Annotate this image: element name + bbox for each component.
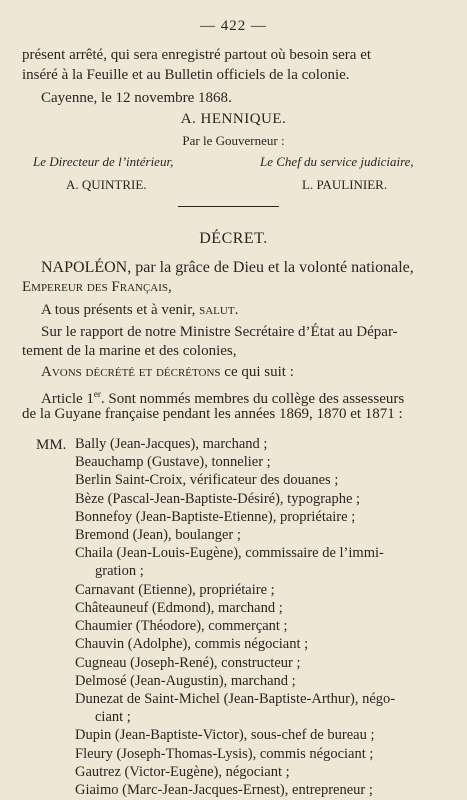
a-tous-line [41, 301, 238, 319]
napoleon-rest: , par la grâce de Dieu et la volonté nationale, [127, 259, 414, 276]
list-item: Châteauneuf (Edmond), marchand ; [75, 600, 283, 616]
article-label: Article 1 [41, 391, 94, 407]
list-item: Dunezat de Saint-Michel (Jean-Baptiste-Arthur), négo- [75, 691, 396, 707]
left-signature-name: A. QUINTRIE. [66, 177, 147, 192]
list-item-continuation: ciant ; [95, 709, 131, 725]
list-item: Fleury (Joseph-Thomas-Lysis), commis négociant ; [75, 746, 374, 762]
members-prefix: MM. [36, 437, 67, 453]
rapport-line-1: Sur le rapport de notre Ministre Secrétaire d’État au Dépar- [41, 324, 398, 340]
napoleon-line [41, 259, 414, 277]
napoleon-name: NAPOLÉON [41, 259, 128, 276]
avons-decrete: Avons décrété et décrétons [41, 364, 221, 380]
decret-heading: DÉCRET. [199, 230, 268, 247]
list-item: Beauchamp (Gustave), tonnelier ; [75, 454, 271, 470]
salut-text: salut. [199, 302, 239, 318]
par-le-gouverneur: Par le Gouverneur : [182, 133, 285, 148]
avons-line [41, 363, 294, 381]
right-signature-title: Le Chef du service judiciaire, [260, 154, 414, 169]
list-item: Cugneau (Joseph-René), constructeur ; [75, 655, 301, 671]
rapport-line-2: tement de la marine et des colonies, [22, 343, 237, 359]
right-signature-name: L. PAULINIER. [302, 177, 388, 192]
list-item: Delmosé (Jean-Augustin), marchand ; [75, 673, 296, 689]
list-item: Bally (Jean-Jacques), marchand ; [75, 436, 268, 452]
avons-rest: ce qui suit : [220, 364, 294, 380]
list-item: Bèze (Pascal-Jean-Baptiste-Désiré), typographe ; [75, 491, 361, 507]
signatory-name: A. HENNIQUE. [180, 111, 287, 127]
list-item: Carnavant (Etienne), propriétaire ; [75, 582, 275, 598]
place-date: Cayenne, le 12 novembre 1868. [41, 90, 232, 106]
a-tous-text: A tous présents et à venir, [41, 302, 200, 318]
section-divider [178, 206, 279, 207]
list-item: Giaimo (Marc-Jean-Jacques-Ernest), entrepreneur ; [75, 782, 373, 798]
list-item: Berlin Saint-Croix, vérificateur des douanes ; [75, 472, 339, 488]
list-item: Chaila (Jean-Louis-Eugène), commissaire de l’immi- [75, 545, 384, 561]
list-item: Dupin (Jean-Baptiste-Victor), sous-chef de bureau ; [75, 727, 375, 743]
article-line-2: de la Guyane française pendant les années 1869, 1870 et 1871 : [22, 406, 403, 422]
arrete-line-1: présent arrêté, qui sera enregistré partout où besoin sera et [22, 47, 372, 63]
list-item-continuation: gration ; [95, 563, 144, 579]
page-number: — 422 — [200, 18, 267, 34]
empereur-title: Empereur des Français, [22, 279, 172, 295]
article-text: . Sont nommés membres du collège des assesseurs [100, 391, 405, 407]
list-item: Gautrez (Victor-Eugène), négociant ; [75, 764, 290, 780]
list-item: Bonnefoy (Jean-Baptiste-Etienne), propriétaire ; [75, 509, 356, 525]
list-item: Chauvin (Adolphe), commis négociant ; [75, 636, 309, 652]
left-signature-title: Le Directeur de l’intérieur, [33, 154, 174, 169]
arrete-line-2: inséré à la Feuille et au Bulletin officiels de la colonie. [22, 67, 350, 83]
list-item: Bremond (Jean), boulanger ; [75, 527, 241, 543]
list-item: Chaumier (Théodore), commerçant ; [75, 618, 288, 634]
article-superscript: er [93, 389, 101, 399]
